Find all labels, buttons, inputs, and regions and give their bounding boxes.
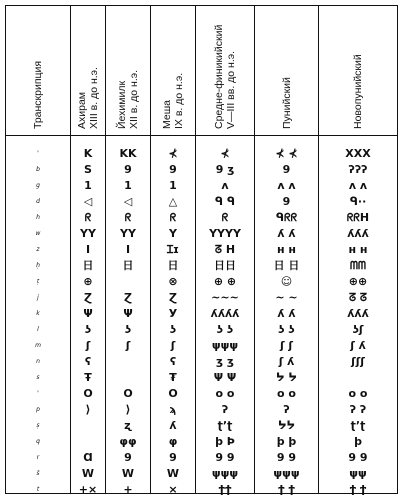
column-yehimilk — [105, 6, 150, 496]
glyph-cell — [106, 274, 150, 290]
glyph-cell: ʔʔʔ — [348, 163, 368, 176]
glyph-cell: ᖇ — [221, 211, 229, 224]
glyph-cell: 日日 — [214, 259, 236, 272]
transcription-cell: š — [36, 470, 40, 477]
glyph-cell: Ɪɪ — [166, 243, 180, 256]
transcription-cell: z — [36, 246, 40, 253]
glyph-cell: ʒ ʒ — [216, 355, 234, 368]
glyph-cell: ʐ — [124, 419, 132, 432]
glyph-cell: н н — [276, 243, 297, 256]
glyph-cell: ʎ ʎ — [277, 227, 296, 240]
header-line: XIII в. до н.э. — [88, 67, 100, 129]
glyph-cell: ʎʎʎ — [347, 307, 369, 320]
glyph-cell: ʌ ʌ — [348, 179, 368, 192]
glyph-cell: ᔭᔭ — [277, 419, 296, 432]
glyph-cell — [71, 434, 105, 450]
glyph-cell — [71, 418, 105, 434]
glyph-cell: 9 9 — [215, 451, 235, 464]
glyph-cell: ʎʎʎ — [347, 227, 369, 240]
glyph-cell: 9 — [124, 163, 132, 176]
glyph-cell — [319, 370, 397, 386]
glyph-cell: ʎʎʎʎ — [210, 307, 240, 320]
glyph-cell: ψψψ — [211, 467, 239, 480]
header-line: Средне-финикийский — [213, 24, 225, 129]
transcription-cell: b — [36, 166, 40, 173]
glyph-cell: 日 — [122, 259, 134, 272]
column-header-middle — [196, 6, 254, 136]
glyph-cell: 9 9 — [348, 451, 368, 464]
column-header-ahiram — [71, 6, 105, 136]
glyph-cell: W — [121, 467, 135, 480]
transcription-cell: d — [36, 198, 40, 205]
glyph-cell: W — [81, 467, 95, 480]
glyph-cell: ʕ — [169, 355, 177, 368]
glyph-cell: 日 — [167, 259, 179, 272]
glyph-cell: + — [123, 483, 133, 496]
glyph-cell: ʔ — [221, 403, 229, 416]
column-neopunic — [318, 6, 397, 496]
glyph-cell: 1 — [169, 179, 177, 192]
column-header-mesha — [151, 6, 195, 136]
glyph-cell: ʔ ʔ — [349, 403, 367, 416]
transcription-cell: ' — [37, 150, 39, 157]
column-ahiram — [70, 6, 105, 496]
glyph-cell: ʃ ʎ — [278, 355, 295, 368]
glyph-cell: +× — [78, 483, 98, 496]
glyph-cell: ᖇ — [124, 211, 132, 224]
glyph-cell: ʃ — [170, 339, 176, 352]
glyph-cell: ᑫ·· — [349, 195, 367, 208]
glyph-cell: Ŧ — [84, 371, 92, 384]
glyph-cell: O — [83, 387, 93, 400]
transcription-cell: w — [35, 230, 41, 237]
glyph-cell: φ — [168, 435, 178, 448]
glyph-cell: Ψ — [123, 307, 133, 320]
glyph-cell: ϯϯ — [218, 483, 232, 496]
glyph-cell: S — [84, 163, 92, 176]
glyph-cell: ₮ — [169, 371, 177, 384]
glyph-cell: ⊕⊕ — [348, 275, 368, 288]
glyph-cell: I — [125, 243, 131, 256]
glyph-cell: ⟩ — [85, 403, 91, 416]
glyph-cell: 9 9 — [276, 451, 297, 464]
glyph-cell: 9 — [282, 195, 291, 208]
column-header-yehimilk — [106, 6, 150, 136]
glyph-cell: ᗰᗰ — [350, 259, 366, 272]
header-line: V—III вв. до н.э. — [225, 50, 237, 129]
glyph-cell: o o — [277, 387, 296, 400]
glyph-cell: ʌ ʌ — [277, 179, 296, 192]
transcription-cell: g — [36, 182, 40, 189]
transcription-cell: s — [36, 374, 40, 381]
glyph-cell: ʕ — [84, 355, 92, 368]
glyph-cell: O — [123, 387, 133, 400]
transcription-cell: j — [37, 294, 39, 301]
glyph-cell: Ɀ — [124, 291, 132, 304]
glyph-cell: ᔭ ᔭ — [276, 371, 297, 384]
header-line: Новопунийский — [352, 54, 364, 129]
glyph-cell: ~~~ — [211, 291, 239, 304]
glyph-cell: 9 — [169, 163, 177, 176]
transcription-cell: m — [35, 342, 41, 349]
glyph-cell: ᑫ ᑫ — [214, 195, 236, 208]
glyph-cell: ϸ ϸ — [276, 435, 297, 448]
glyph-cell: o o — [215, 387, 235, 400]
glyph-cell: YY — [120, 227, 136, 240]
glyph-cell: ʖ — [124, 323, 132, 336]
transcription-cell: ' — [37, 390, 39, 397]
glyph-cell: △ — [168, 195, 178, 208]
glyph-cell: ʜ ʜ — [348, 243, 368, 256]
glyph-cell: ʖ — [84, 323, 92, 336]
transcription-cell: r — [36, 454, 40, 461]
glyph-cell: ʖʃ — [352, 323, 364, 336]
glyph-cell: ◁ — [123, 195, 133, 208]
glyph-cell: ⊀ — [220, 147, 230, 160]
transcription-cell: k — [36, 310, 40, 317]
glyph-cell: 1 — [124, 179, 132, 192]
glyph-cell: Y — [169, 227, 177, 240]
glyph-cell: Ψ — [83, 307, 93, 320]
glyph-cell: ᖇᖇH — [346, 211, 370, 224]
header-line: IX в. до н.э. — [173, 72, 185, 129]
glyph-cell: I — [85, 243, 91, 256]
glyph-cell: ʎ ʎ — [277, 307, 296, 320]
glyph-cell: ᖇ — [169, 211, 177, 224]
header-line: Пунийский — [280, 77, 293, 129]
column-punic — [254, 6, 318, 496]
glyph-cell: ψψψ — [273, 467, 300, 480]
header-line: Транскрипция — [32, 60, 44, 129]
glyph-cell: ~ ~ — [275, 291, 298, 304]
transcription-cell: n — [36, 358, 40, 365]
column-middle — [195, 6, 254, 496]
glyph-cell: KK — [119, 147, 137, 160]
glyph-cell: K — [83, 147, 93, 160]
glyph-cell: ʈʼʈ — [217, 419, 233, 432]
glyph-cell — [106, 354, 150, 370]
glyph-cell: YY — [80, 227, 96, 240]
transcription-cell: ṣ — [36, 422, 40, 429]
glyph-cell: ʃ — [125, 339, 131, 352]
glyph-cell: Ψ Ψ — [213, 371, 237, 384]
glyph-cell: 日 — [82, 259, 94, 272]
glyph-cell: ʃ ʃ — [280, 339, 293, 352]
glyph-cell: ⊀ ⊀ — [275, 147, 298, 160]
glyph-cell: ʈʼʈ — [350, 419, 366, 432]
glyph-cell — [106, 370, 150, 386]
glyph-cell: o o — [348, 387, 368, 400]
glyph-cell: ʃʃʃ — [351, 355, 365, 368]
glyph-cell: ψψψ — [211, 339, 239, 352]
glyph-cell: ʖ ʖ — [278, 323, 295, 336]
transcription-cell: ḥ — [36, 262, 40, 269]
glyph-cell: ψψ — [349, 467, 367, 480]
glyph-cell: 9 — [169, 451, 177, 464]
glyph-cell: ⟩ — [125, 403, 131, 416]
glyph-cell: ϸ Ϸ — [215, 435, 235, 448]
glyph-cell: ⊗ — [168, 275, 178, 288]
glyph-cell: ʖ ʖ — [216, 323, 234, 336]
glyph-cell: φφ — [119, 435, 137, 448]
glyph-cell: O — [168, 387, 178, 400]
transcription-cell: t — [36, 486, 40, 493]
glyph-cell: Ɀ — [169, 291, 177, 304]
glyph-cell: ϸ — [354, 435, 362, 448]
glyph-cell: ʔ — [283, 403, 290, 416]
glyph-cell: ᖇ — [84, 211, 92, 224]
transcription-cell: h — [36, 214, 40, 221]
glyph-cell: ᑫᖇᖇ — [275, 211, 298, 224]
column-transcription — [6, 6, 70, 493]
glyph-cell: У — [168, 307, 178, 320]
glyph-cell: ᘔ ᘔ — [348, 291, 368, 304]
glyph-cell: ◁ — [83, 195, 93, 208]
glyph-cell: ʖ — [169, 323, 177, 336]
glyph-cell: ⊀ — [168, 147, 178, 160]
glyph-cell: ʎ — [169, 419, 177, 432]
glyph-cell: ⊕ — [83, 275, 93, 288]
glyph-cell: 9 ʒ — [215, 163, 235, 176]
glyph-cell: ᘔ H — [214, 243, 236, 256]
glyph-cell: ⊕ ⊕ — [213, 275, 237, 288]
glyph-cell: ʃ — [85, 339, 91, 352]
transcription-cell: l — [37, 326, 39, 333]
header-line: Меша — [161, 100, 173, 129]
glyph-cell: Ɑ — [83, 451, 93, 464]
column-mesha — [150, 6, 195, 496]
header-line: XII в. до н.э. — [128, 69, 140, 129]
header-line: Йехимилк — [116, 80, 128, 129]
transcription-cell: q — [36, 438, 40, 445]
glyph-cell: ϯ ϯ — [278, 483, 295, 496]
column-header-neopunic — [319, 6, 397, 136]
glyph-cell: ʌ — [221, 179, 229, 192]
glyph-cell: 1 — [84, 179, 92, 192]
glyph-cell: ☺ — [280, 275, 293, 288]
column-header-punic — [255, 6, 318, 136]
header-line: Ахирам — [76, 91, 88, 129]
glyph-cell: Ɀ — [84, 291, 92, 304]
column-header-transcription — [6, 6, 70, 136]
glyph-cell: ʃ ʎ — [350, 339, 366, 352]
glyph-cell: × — [168, 483, 178, 496]
glyph-cell: YYYY — [209, 227, 241, 240]
glyph-cell: 9 — [282, 163, 291, 176]
glyph-cell: ϯ ϯ — [349, 483, 367, 496]
glyph-cell: XXX — [345, 147, 371, 160]
alphabet-table — [5, 5, 398, 494]
glyph-cell: 日 日 — [273, 259, 300, 272]
glyph-cell: ϡ — [169, 403, 177, 416]
glyph-cell: W — [166, 467, 180, 480]
glyph-cell: 9 — [124, 451, 132, 464]
transcription-cell: ṭ — [36, 278, 40, 285]
transcription-cell: p — [36, 406, 40, 413]
